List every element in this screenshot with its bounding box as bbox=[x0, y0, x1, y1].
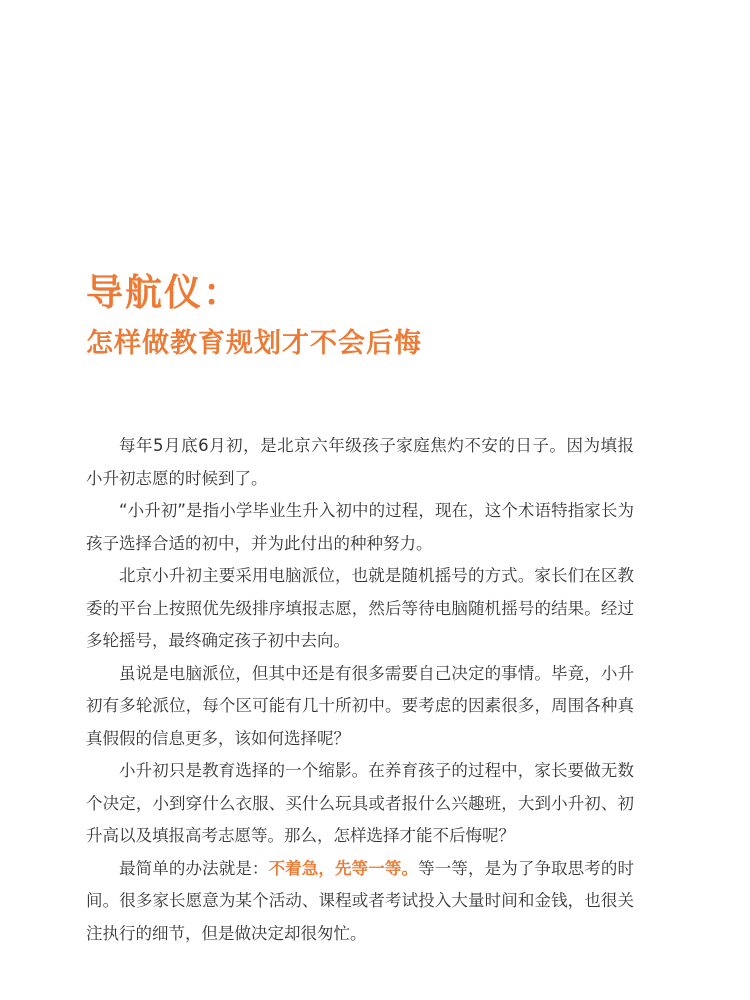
chapter-heading bbox=[86, 270, 686, 362]
paragraph: 虽说是电脑派位，但其中还是有很多需要自己决定的事情。毕竟，小升初有多轮派位，每个区可能有几十所初中。要考虑的因素很多，周围各种真真假假的信息更多，该如何选择呢？ bbox=[86, 663, 634, 748]
paragraph: 北京小升初主要采用电脑派位，也就是随机摇号的方式。家长们在区教委的平台上按照优先级排序填报志愿，然后等待电脑随机摇号的结果。经过多轮摇号，最终确定孩子初中去向。 bbox=[86, 566, 634, 650]
chapter-title: 导航仪： bbox=[86, 271, 242, 314]
paragraph: “小升初”是指小学毕业生升入初中的过程，现在，这个术语特指家长为孩子选择合适的初中，并为此付出的种种努力。 bbox=[86, 501, 634, 553]
paragraph: 小升初只是教育选择的一个缩影。在养育孩子的过程中，家长要做无数个决定，小到穿什么衣服、买什么玩具或者报什么兴趣班，大到小升初、初升高以及填报高考志愿等。那么，怎样选择才能不后悔呢？ bbox=[86, 761, 634, 845]
highlighted-phrase: 不着急，先等一等。 bbox=[268, 858, 419, 878]
body-text bbox=[86, 430, 634, 950]
paragraph: 每年5月底6月初，是北京六年级孩子家庭焦灼不安的日子。因为填报小升初志愿的时候到了。 bbox=[86, 436, 634, 488]
paragraph-text-before: 最简单的办法就是： bbox=[119, 858, 269, 878]
chapter-subtitle: 怎样做教育规划才不会后悔 bbox=[86, 328, 422, 359]
paragraph-last bbox=[86, 853, 634, 951]
paragraph-text-after: 等一等，是为了争取思考的时间。很多家长愿意为某个活动、课程或者考试投入大量时间和金钱，也很关注执行的细节，但是做决定却很匆忙。 bbox=[86, 858, 635, 943]
